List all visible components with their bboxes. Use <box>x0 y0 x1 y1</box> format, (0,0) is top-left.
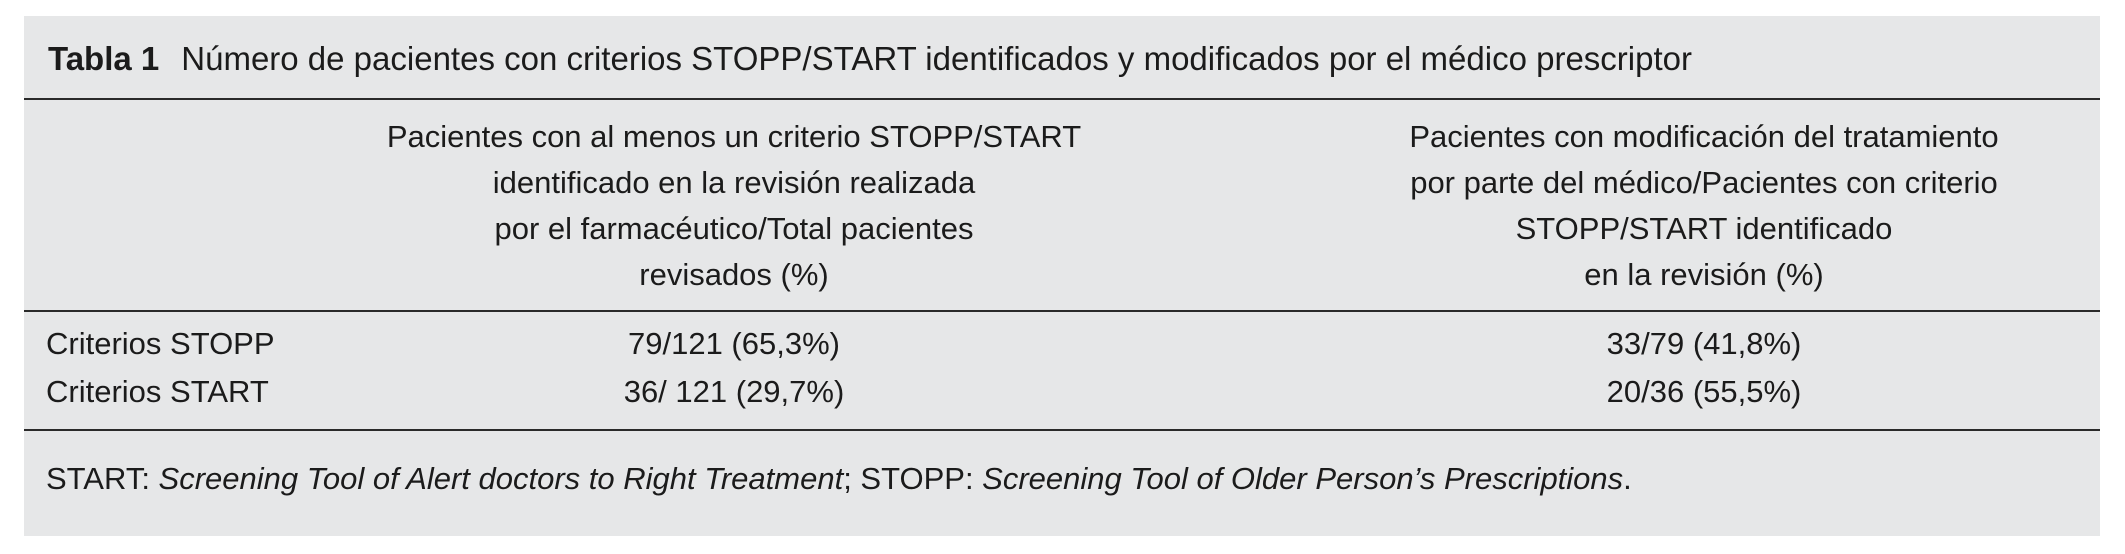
table-title: Número de pacientes con criterios STOPP/START identificados y modificados por el médico prescriptor <box>181 40 1692 77</box>
footnote-start-definition: Screening Tool of Alert doctors to Right Treatment <box>158 461 844 496</box>
table-row-start <box>24 369 2100 415</box>
column-header-line: por el farmacéutico/Total pacientes <box>494 211 974 246</box>
footnote-end: . <box>1623 461 1632 496</box>
column-header-line: por parte del médico/Pacientes con criterio <box>1410 165 1998 200</box>
table-label: Tabla 1 <box>48 40 160 77</box>
footnote-stopp-definition: Screening Tool of Older Person’s Prescriptions <box>982 461 1624 496</box>
footnote-stopp-abbr: STOPP: <box>860 461 983 496</box>
column-header-1 <box>324 114 1144 298</box>
row-label: Criterios STOPP <box>46 326 275 361</box>
top-rule <box>24 98 2100 100</box>
column-header-line: Pacientes con al menos un criterio STOPP/START <box>386 119 1082 154</box>
table-row-stopp <box>24 321 2100 367</box>
table-caption <box>48 36 1692 82</box>
column-header-line: identificado en la revisión realizada <box>492 165 976 200</box>
table-cell: 33/79 (41,8%) <box>1606 326 1802 361</box>
table-panel <box>24 16 2100 536</box>
bottom-rule <box>24 429 2100 431</box>
footnote-separator: ; <box>843 461 861 496</box>
table-cell: 36/ 121 (29,7%) <box>623 374 845 409</box>
row-label: Criterios START <box>46 374 269 409</box>
column-header-line: STOPP/START identificado <box>1515 211 1893 246</box>
footnote-start-abbr: START: <box>46 461 159 496</box>
column-header-2 <box>1314 114 2094 298</box>
column-header-line: en la revisión (%) <box>1584 257 1824 292</box>
table-cell: 20/36 (55,5%) <box>1606 374 1802 409</box>
header-rule <box>24 310 2100 312</box>
column-header-line: revisados (%) <box>639 257 829 292</box>
column-header-line: Pacientes con modificación del tratamiento <box>1409 119 1999 154</box>
table-footnote <box>46 456 1632 502</box>
table-cell: 79/121 (65,3%) <box>628 326 840 361</box>
